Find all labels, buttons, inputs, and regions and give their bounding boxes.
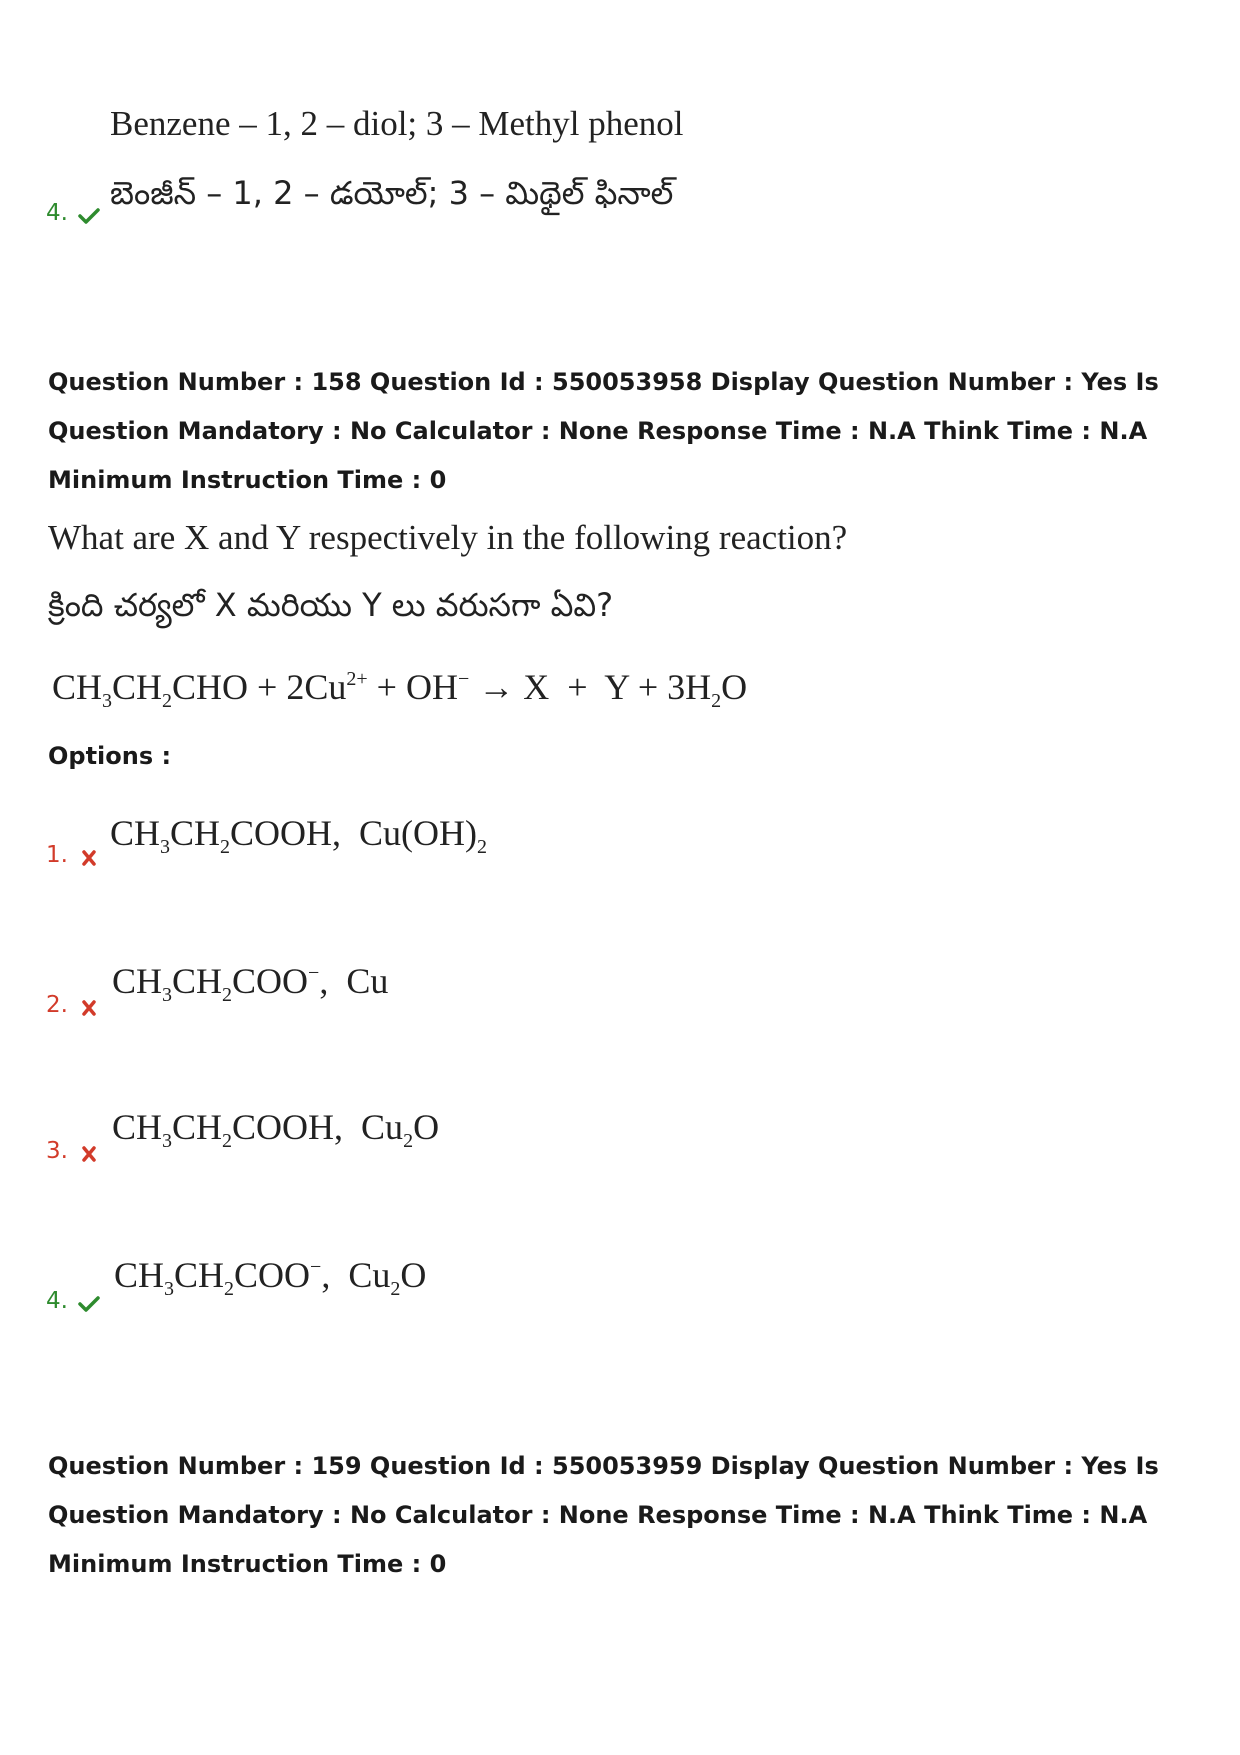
prev-option4-english: Benzene – 1, 2 – diol; 3 – Methyl phenol	[110, 104, 684, 143]
option-3	[46, 1138, 100, 1164]
option-number: 3.	[46, 1138, 68, 1164]
option-4	[46, 1288, 100, 1314]
cross-icon	[78, 999, 100, 1017]
option-number: 2.	[46, 992, 68, 1018]
question-meta-159: Question Number : 159 Question Id : 550053959 Display Question Number : Yes Is Question Mandatory : No Calculator : None Response Time : N.A Think Time : N.A Minimum Instruction Time : 0	[48, 1452, 1159, 1578]
question-text-english: What are X and Y respectively in the following reaction?	[48, 518, 848, 557]
check-icon	[78, 1295, 100, 1313]
reaction-equation: $CH_3CH_2CHO + 2Cu^{2+} + OH^- \to X + Y + 3H_2O$	[52, 667, 748, 712]
cross-icon	[78, 849, 100, 867]
question-meta-158: Question Number : 158 Question Id : 550053958 Display Question Number : Yes Is Question Mandatory : No Calculator : None Response Time : N.A Think Time : N.A Minimum Instruction Time : 0	[48, 368, 1159, 494]
cross-icon	[78, 1145, 100, 1163]
option-3-formula: $CH_3CH_2COOH$, $Cu_2O$	[112, 1107, 440, 1152]
option-2	[46, 992, 100, 1018]
option-1-formula: $CH_3CH_2COOH$, $Cu(OH)_2$	[110, 813, 488, 858]
option-1	[46, 842, 100, 868]
prev-option4	[46, 200, 100, 226]
check-icon	[78, 207, 100, 225]
prev-option4-telugu: బెంజీన్ – 1, 2 – డయోల్; 3 – మిథైల్ ఫినాల్	[110, 174, 674, 212]
option-4-formula: $CH_3CH_2COO^-$, $Cu_2O$	[114, 1255, 427, 1300]
option-2-formula: $CH_3CH_2COO^-$, Cu	[112, 961, 389, 1006]
option-number: 1.	[46, 842, 68, 868]
option-number: 4.	[46, 200, 68, 226]
options-label: Options :	[48, 742, 172, 770]
option-number: 4.	[46, 1288, 68, 1314]
question-text-telugu: క్రింది చర్యలో X మరియు Y లు వరుసగా ఏవి?	[48, 586, 614, 624]
